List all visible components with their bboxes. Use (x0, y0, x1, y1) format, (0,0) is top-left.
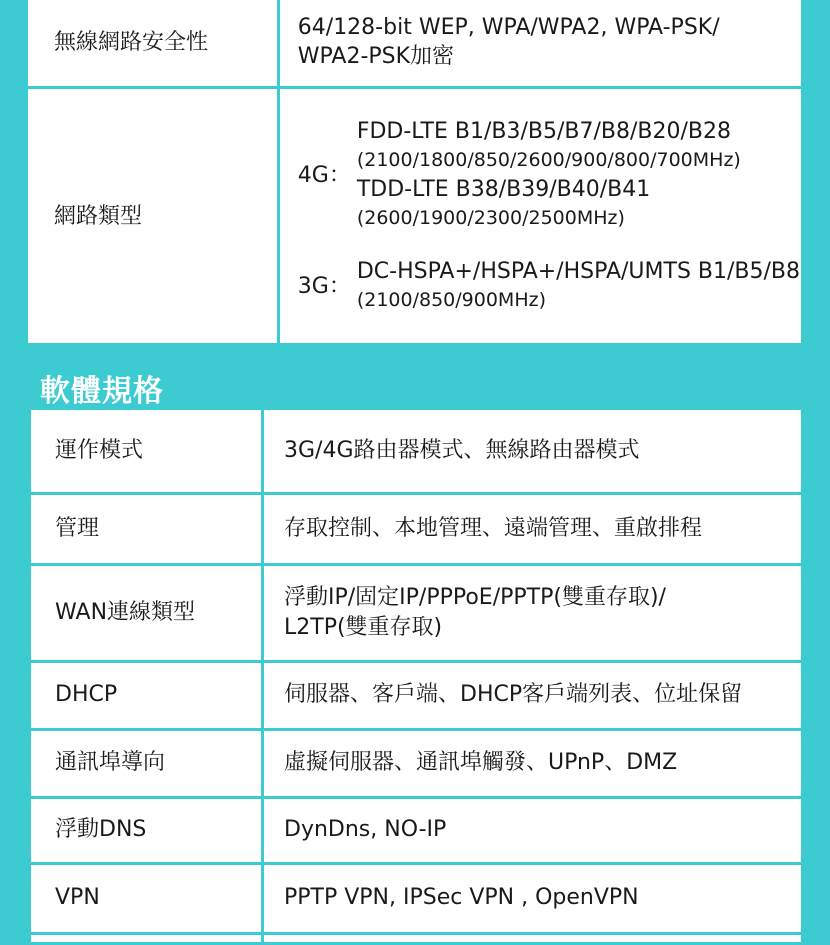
network-3g-prefix: 3G： (297, 273, 351, 299)
spec-value: PPTP VPN, IPSec VPN , OpenVPN (263, 863, 802, 933)
spec-value: 存取控制、本地管理、遠端管理、重啟排程 (263, 493, 802, 564)
band-line: (2100/1800/850/2600/900/800/700MHz) (356, 149, 741, 171)
band-line: TDD-LTE B38/B39/B40/B41 (356, 177, 651, 202)
spec-value: 虛擬伺服器、通訊埠觸發、UPnP、DMZ (263, 729, 802, 797)
spec-label: WAN連線類型 (31, 564, 263, 661)
spec-label: 無線網路安全性 (28, 0, 278, 88)
table-row (31, 661, 801, 729)
spec-label: 管理 (31, 493, 263, 564)
table-row (31, 493, 801, 564)
table-row (31, 863, 801, 933)
table-row (31, 933, 801, 943)
spec-label: 運作模式 (31, 410, 263, 493)
table-row (28, 0, 801, 88)
spec-value (263, 933, 802, 943)
spec-label: 浮動DNS (31, 797, 263, 863)
network-4g-prefix: 4G： (297, 162, 351, 188)
spec-value (278, 88, 801, 344)
band-line: (2600/1900/2300/2500MHz) (356, 207, 625, 229)
spec-value: DynDns, NO-IP (263, 797, 802, 863)
band-line: FDD-LTE B1/B3/B5/B7/B8/B20/B28 (356, 119, 731, 144)
network-3g-block (298, 257, 800, 315)
band-line: DC-HSPA+/HSPA+/HSPA/UMTS B1/B5/B8 (356, 259, 800, 284)
table-row (31, 564, 801, 661)
spec-value-line: 64/128-bit WEP, WPA/WPA2, WPA-PSK/ (297, 15, 720, 40)
section-title: 軟體規格 (40, 374, 164, 409)
spec-value (278, 0, 801, 88)
table-row (31, 729, 801, 797)
hardware-spec-table (28, 0, 801, 343)
spec-label: 網路類型 (28, 88, 278, 344)
spec-value (263, 564, 802, 661)
spec-label (31, 933, 263, 943)
spec-value: 伺服器、客戶端、DHCP客戶端列表、位址保留 (263, 661, 802, 729)
table-row (28, 88, 801, 344)
network-4g-block (298, 117, 800, 233)
spec-value-line: 浮動IP/固定IP/PPPoE/PPTP(雙重存取)/ (284, 584, 666, 610)
spec-value-line: WPA2-PSK加密 (297, 44, 455, 69)
spec-label: 通訊埠導向 (31, 729, 263, 797)
spec-label: DHCP (31, 661, 263, 729)
spec-value: 3G/4G路由器模式、無線路由器模式 (263, 410, 802, 493)
band-line: (2100/850/900MHz) (356, 289, 546, 311)
table-row (31, 410, 801, 493)
spec-value-line: L2TP(雙重存取) (284, 614, 443, 640)
software-spec-table (31, 410, 801, 945)
spec-label: VPN (31, 863, 263, 933)
table-row (31, 797, 801, 863)
